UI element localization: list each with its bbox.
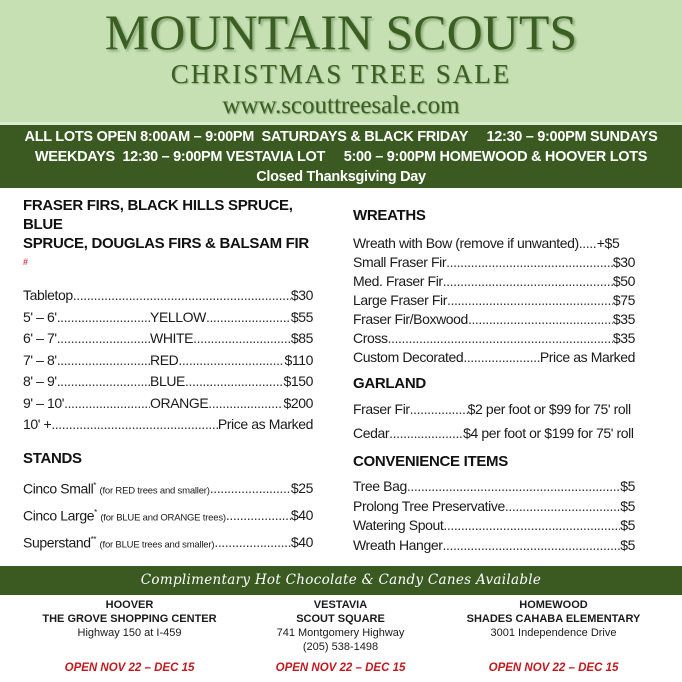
garland-heading: GARLAND	[353, 375, 426, 392]
wreaths-row	[353, 310, 635, 329]
item-label: 10' +	[23, 416, 52, 432]
convenience-row	[353, 536, 635, 556]
trees-price: $200	[283, 394, 313, 411]
wreaths-row	[353, 329, 635, 348]
wreath-bow-row	[353, 234, 635, 253]
convenience-row	[353, 516, 635, 536]
trees-row	[23, 328, 313, 350]
leader-dots	[442, 536, 620, 556]
location-open-dates: OPEN NOV 22 – DEC 15	[275, 662, 406, 674]
garland-price: $4 per foot or $199 for 75' roll	[463, 425, 634, 441]
trees-price: $110	[284, 351, 313, 368]
stands-heading: STANDS	[23, 449, 82, 467]
leader-dots	[206, 307, 291, 329]
leader-dots	[64, 393, 150, 415]
left-column	[23, 196, 313, 556]
trees-price: $55	[290, 308, 313, 325]
leader-dots	[57, 371, 150, 393]
leader-dots	[447, 291, 613, 310]
location-open-dates: OPEN NOV 22 – DEC 15	[488, 662, 619, 674]
item-price: Price as Marked	[217, 416, 313, 432]
leader-dots	[463, 348, 540, 367]
size-cell	[23, 328, 150, 350]
hours-line-3: Closed Thanksgiving Day	[256, 169, 426, 185]
leader-dots	[579, 234, 597, 253]
trees-row	[23, 393, 313, 415]
complimentary-banner: Complimentary Hot Chocolate & Candy Canes Available	[0, 566, 682, 595]
location-place: SHADES CAHABA ELEMENTARY	[466, 613, 641, 625]
price-row-tall	[23, 414, 313, 436]
wreaths-label: Small Fraser Fir	[353, 254, 447, 270]
wreaths-heading: WREATHS	[353, 207, 426, 224]
leader-dots	[57, 350, 150, 372]
leader-dots	[73, 285, 291, 307]
page-title: MOUNTAIN SCOUTS	[104, 4, 578, 60]
wreath-rows	[353, 253, 635, 367]
wreaths-row	[353, 291, 635, 310]
location-open-dates: OPEN NOV 22 – DEC 15	[64, 662, 195, 674]
trees-heading	[23, 196, 313, 276]
tree-size: 7' – 8'	[23, 351, 57, 368]
convenience-price: $5	[620, 536, 635, 553]
leader-dots	[505, 497, 620, 517]
convenience-price: $5	[620, 517, 635, 533]
location-phone: (205) 538-1498	[302, 641, 379, 653]
garland-label: Cedar	[353, 425, 390, 441]
wreaths-price: $75	[612, 292, 635, 308]
right-column	[353, 206, 635, 555]
item-price: +$5	[596, 235, 620, 251]
item-label: Wreath with Bow (remove if unwanted)	[353, 235, 579, 251]
trees-heading-line-2: SPRUCE, DOUGLAS FIRS & BALSAM FIR	[23, 235, 309, 252]
wreaths-price: $30	[612, 254, 635, 270]
leader-dots	[443, 272, 613, 291]
hours-band	[0, 125, 682, 188]
location-place: SCOUT SQUARE	[296, 613, 385, 625]
tag-color: RED	[150, 351, 179, 368]
garland-rows	[353, 397, 635, 445]
trees-price: $150	[283, 373, 313, 389]
stand-price: $25	[290, 480, 313, 497]
size-cell	[23, 393, 150, 415]
wreaths-row	[353, 272, 635, 291]
stand-label: Superstand** (for BLUE trees and smaller)	[23, 534, 215, 551]
wreaths-label: Large Fraser Fir	[353, 292, 447, 308]
size-cell	[23, 350, 150, 372]
convenience-price: $5	[620, 478, 635, 494]
stand-price: $40	[290, 534, 313, 551]
convenience-heading: CONVENIENCE ITEMS	[353, 453, 508, 470]
leader-dots	[443, 516, 620, 536]
wreaths-price: $50	[612, 273, 635, 289]
wreaths-price: $35	[612, 311, 635, 327]
garland-row	[353, 397, 635, 421]
wreaths-row	[353, 253, 635, 272]
location-address: Highway 150 at I-459	[77, 627, 182, 639]
tag-color: ORANGE	[150, 394, 209, 411]
locations	[0, 598, 682, 682]
leader-dots	[468, 310, 613, 329]
stand-row	[23, 502, 313, 529]
leader-dots	[185, 371, 283, 393]
wreaths-price: Price as Marked	[539, 349, 635, 365]
tree-size: 9' – 10'	[23, 394, 65, 411]
wreaths-price: $35	[612, 330, 635, 346]
footnote-mark: #	[23, 257, 28, 267]
garland-label: Fraser Fir	[353, 401, 410, 417]
tree-size: 6' – 7'	[23, 330, 57, 346]
trees-row	[23, 371, 313, 393]
wreaths-row	[353, 348, 635, 367]
leader-dots	[178, 350, 284, 372]
tag-color: WHITE	[150, 330, 194, 346]
leader-dots	[57, 328, 150, 350]
convenience-label: Prolong Tree Preservative	[353, 497, 505, 514]
leader-dots	[210, 478, 291, 500]
page-subtitle: CHRISTMAS TREE SALE	[170, 59, 512, 89]
leader-dots	[407, 477, 620, 497]
tree-rows	[23, 307, 313, 415]
size-cell	[23, 371, 150, 393]
location-address: 3001 Independence Drive	[490, 627, 617, 639]
leader-dots	[214, 532, 291, 554]
price-row-tabletop	[23, 285, 313, 307]
convenience-price: $5	[620, 497, 635, 514]
trees-row	[23, 307, 313, 329]
stand-label: Cinco Large* (for BLUE and ORANGE trees)	[23, 507, 226, 524]
location-name: VESTAVIA	[313, 599, 368, 611]
wreaths-label: Fraser Fir/Boxwood	[353, 311, 468, 327]
tree-size: 8' – 9'	[23, 373, 57, 389]
tag-color: YELLOW	[150, 308, 206, 325]
leader-dots	[388, 329, 613, 348]
header	[0, 0, 682, 122]
convenience-row	[353, 477, 635, 497]
leader-dots	[389, 421, 463, 445]
location-homewood	[440, 598, 667, 674]
leader-dots	[208, 393, 283, 415]
leader-dots	[57, 307, 150, 329]
convenience-row	[353, 497, 635, 517]
location-name: HOMEWOOD	[519, 599, 588, 611]
trees-row	[23, 350, 313, 372]
wreaths-label: Cross	[353, 330, 388, 346]
item-label: Tabletop	[23, 287, 73, 303]
size-cell	[23, 307, 150, 329]
leader-dots	[193, 328, 291, 350]
location-vestavia	[227, 598, 454, 674]
location-address: 741 Montgomery Highway	[276, 627, 405, 639]
stand-label: Cinco Small* (for RED trees and smaller)	[23, 480, 210, 497]
convenience-label: Watering Spout	[353, 517, 444, 533]
stand-row	[23, 529, 313, 556]
convenience-rows	[353, 477, 635, 555]
website-link[interactable]: www.scouttreesale.com	[222, 92, 460, 119]
leader-dots	[410, 397, 468, 421]
trees-price: $85	[290, 330, 313, 346]
leader-dots	[446, 253, 613, 272]
location-place: THE GROVE SHOPPING CENTER	[42, 613, 217, 625]
convenience-label: Wreath Hanger	[353, 536, 443, 553]
garland-price: $2 per foot or $99 for 75' roll	[467, 401, 631, 417]
location-name: HOOVER	[105, 599, 154, 611]
trees-heading-line-1: FRASER FIRS, BLACK HILLS SPRUCE, BLUE	[23, 197, 293, 233]
leader-dots	[51, 414, 218, 436]
stand-row	[23, 475, 313, 502]
hours-line-1: ALL LOTS OPEN 8:00AM – 9:00PM SATURDAYS & BLACK FRIDAY 12:30 – 9:00PM SUNDAYS	[24, 129, 658, 145]
location-hoover	[16, 598, 243, 674]
leader-dots	[226, 505, 291, 527]
stand-price: $40	[290, 507, 313, 524]
tree-size: 5' – 6'	[23, 308, 57, 325]
tag-color: BLUE	[150, 373, 185, 389]
item-price: $30	[290, 287, 313, 303]
convenience-label: Tree Bag	[353, 478, 407, 494]
wreaths-label: Custom Decorated	[353, 349, 464, 365]
hours-line-2: WEEKDAYS 12:30 – 9:00PM VESTAVIA LOT 5:00 – 9:00PM HOMEWOOD & HOOVER LOTS	[34, 149, 648, 165]
wreaths-label: Med. Fraser Fir	[353, 273, 443, 289]
garland-row	[353, 421, 635, 445]
